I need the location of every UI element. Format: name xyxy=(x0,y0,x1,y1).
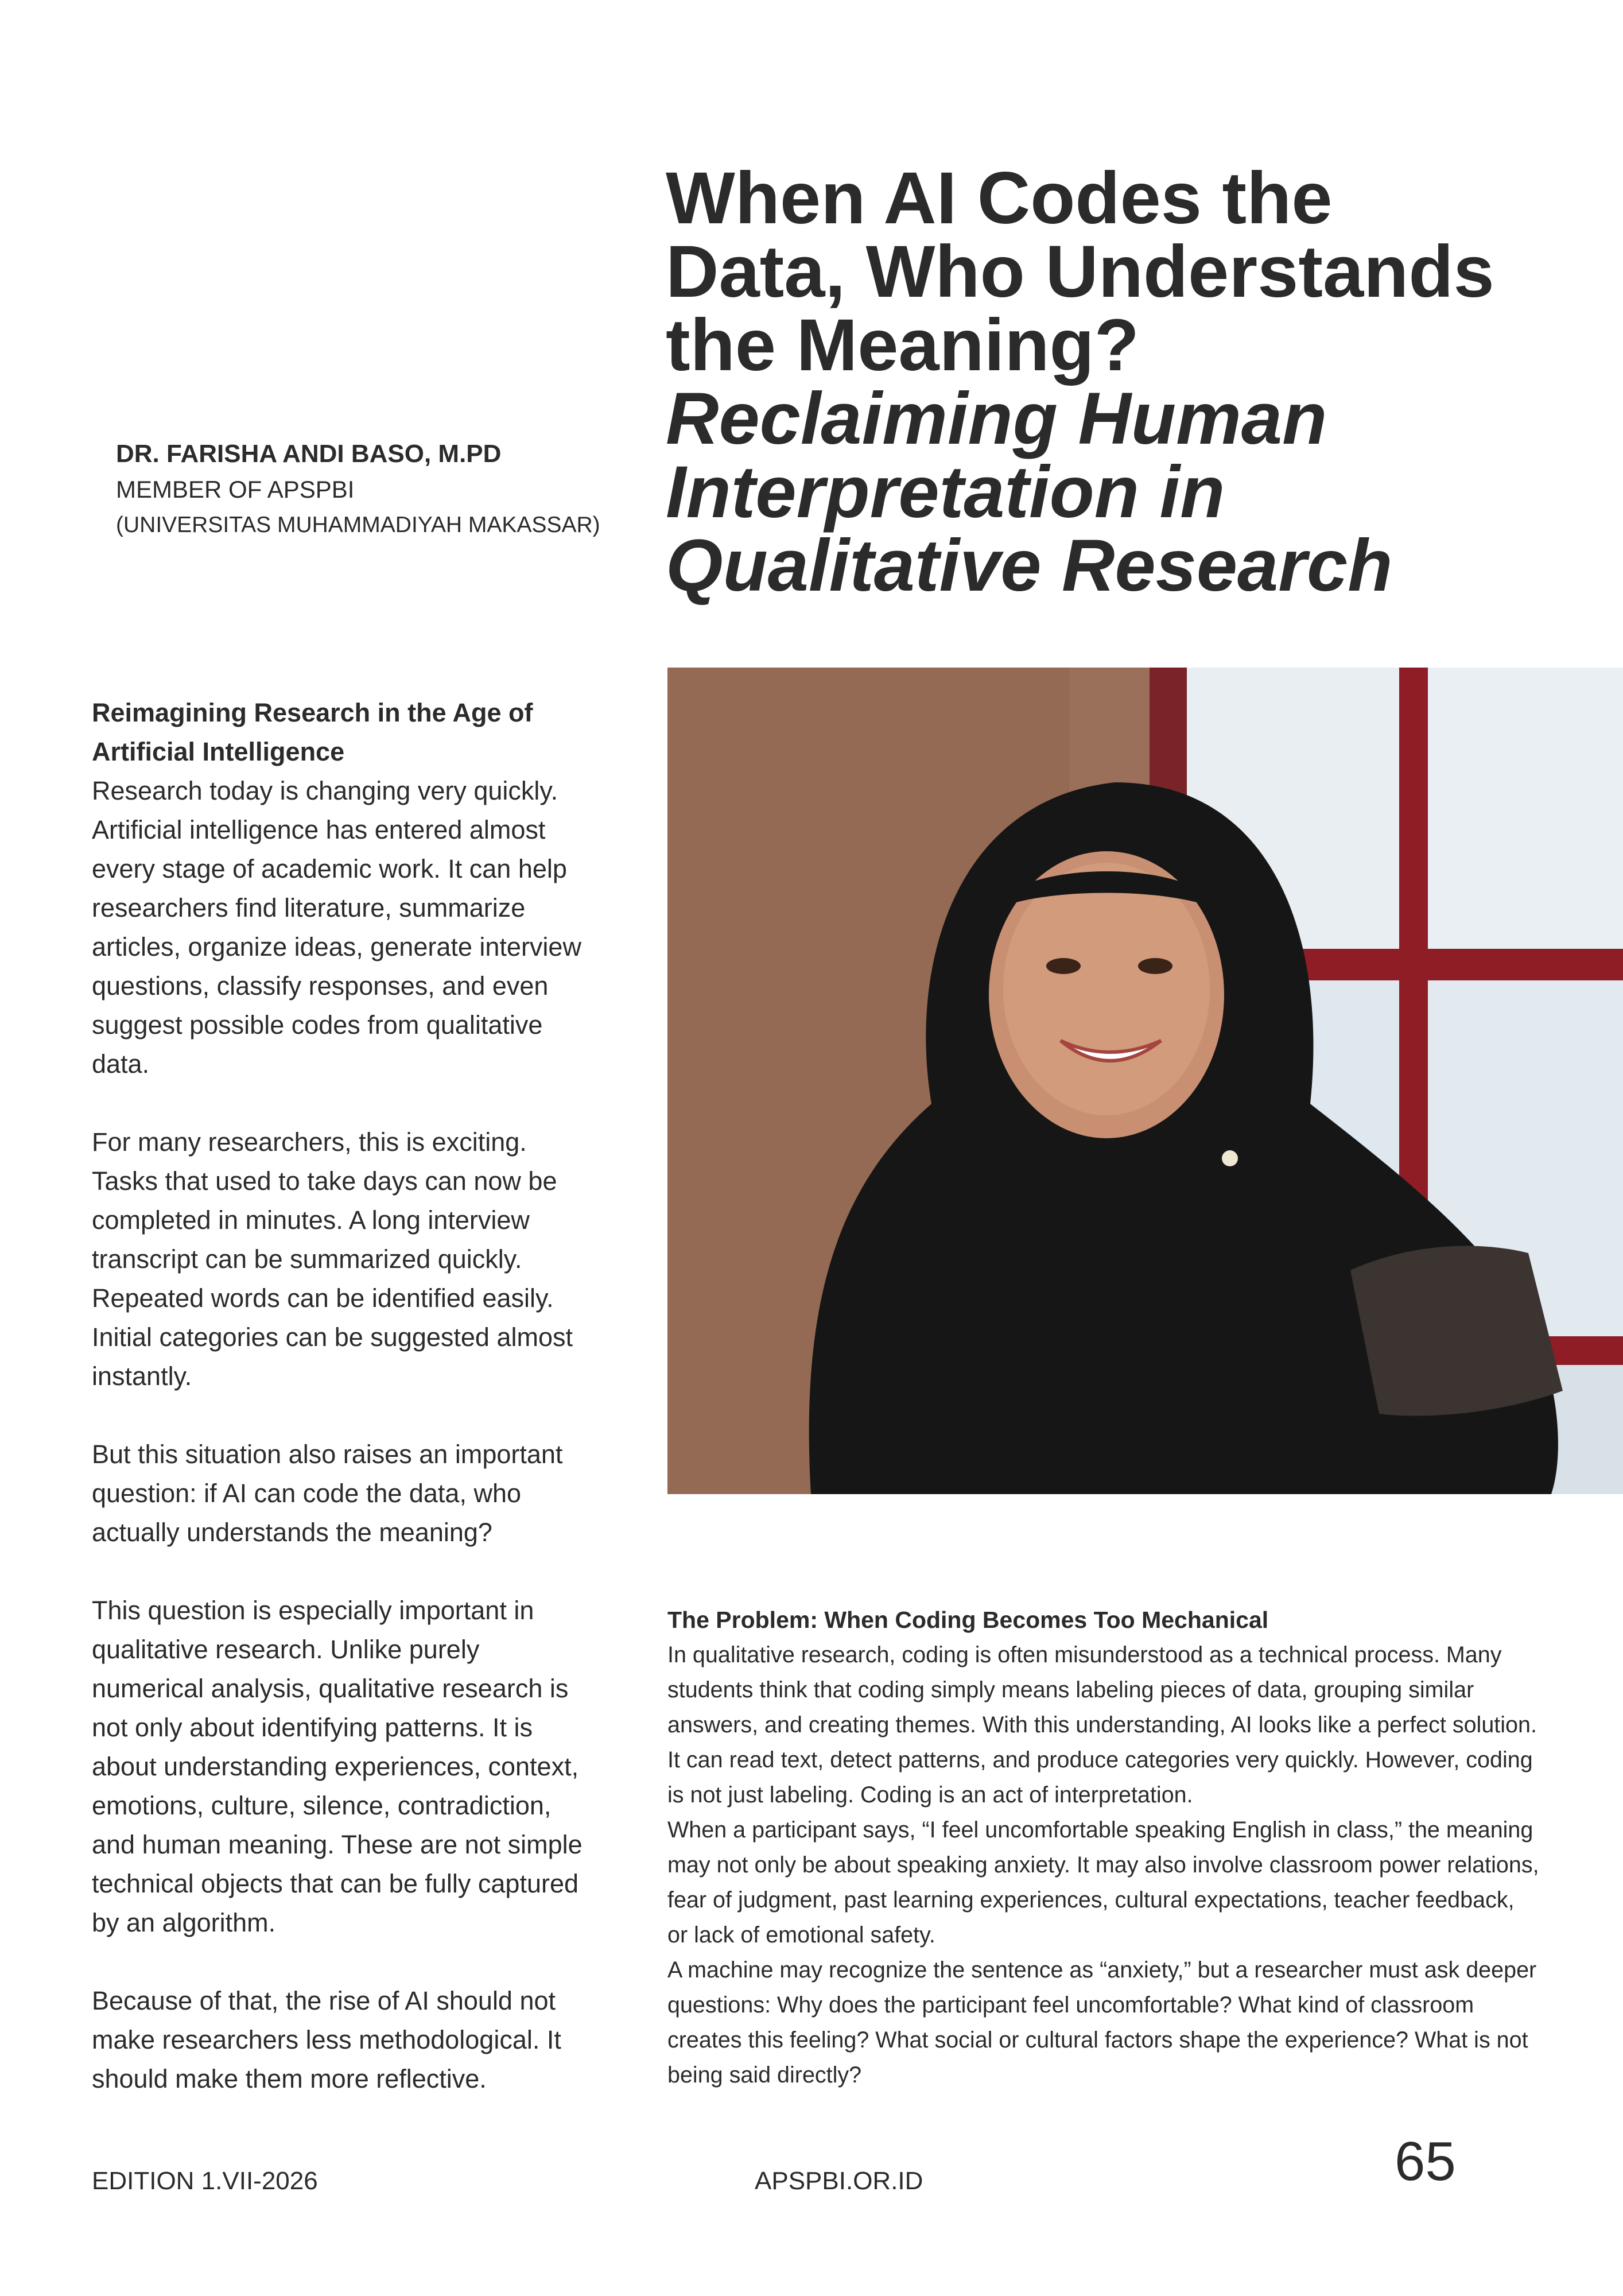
edition-label: EDITION 1.VII-2026 xyxy=(92,2167,318,2195)
section-heading: Reimagining Research in the Age of Artificial Intelligence xyxy=(92,698,533,766)
subtitle-line: Interpretation in xyxy=(666,451,1225,533)
title-line: Data, Who Understands xyxy=(666,231,1494,313)
section-heading: The Problem: When Coding Becomes Too Mechanical xyxy=(667,1607,1269,1633)
article-title xyxy=(666,157,1607,607)
left-column xyxy=(92,693,585,2138)
title-line: When AI Codes the xyxy=(666,157,1333,239)
site-url: APSPBI.OR.ID xyxy=(755,2167,923,2195)
paragraph: For many researchers, this is exciting. Tasks that used to take days can now be completed in minutes. A long interview transcript can be summarized quickly. Repeated words can be identified easily. Initial categories can be suggested almost instantly. xyxy=(92,1127,573,1391)
author-name: DR. FARISHA ANDI BASO, M.PD xyxy=(116,440,502,468)
right-column xyxy=(667,1603,1540,2093)
subtitle-line: Reclaiming Human xyxy=(666,378,1327,460)
author-portrait-icon xyxy=(667,668,1623,1494)
author-photo xyxy=(667,668,1623,1494)
paragraph: But this situation also raises an important question: if AI can code the data, who actually understands the meaning? xyxy=(92,1440,563,1547)
title-line: the Meaning? xyxy=(666,304,1139,386)
paragraph: A machine may recognize the sentence as “anxiety,” but a researcher must ask deeper questions: Why does the participant feel uncomfortable? What kind of classroom creates this feeling? What social or cultural factors shape the experience? What is not being said directly? xyxy=(667,1957,1537,2088)
paragraph: This question is especially important in qualitative research. Unlike purely numerical analysis, qualitative research is not only about identifying patterns. It is about understanding experiences, context, emotions, culture, silence, contradiction, and human meaning. These are not simple technical objects that can be fully captured by an algorithm. xyxy=(92,1596,583,1937)
byline xyxy=(116,436,644,543)
author-role: MEMBER OF APSPBI xyxy=(116,476,355,503)
paragraph: In qualitative research, coding is often misunderstood as a technical process. Many students think that coding simply means labeling pieces of data, grouping similar answers, and creating themes. With this understanding, AI looks like a perfect solution. It can read text, detect patterns, and produce categories very quickly. However, coding is not just labeling. Coding is an act of interpretation. xyxy=(667,1642,1537,1808)
paragraph: When a participant says, “I feel uncomfortable speaking English in class,” the meaning may not only be about speaking anxiety. It may also involve classroom power relations, fear of judgment, past learning experiences, cultural expectations, teacher feedback, or lack of emotional safety. xyxy=(667,1817,1539,1948)
subtitle-line: Qualitative Research xyxy=(666,525,1393,607)
paragraph: Because of that, the rise of AI should not make researchers less methodological. It should make them more reflective. xyxy=(92,1986,561,2093)
page-number: 65 xyxy=(1395,2131,1456,2192)
paragraph: Research today is changing very quickly. Artificial intelligence has entered almost every stage of academic work. It can help researchers find literature, summarize articles, organize ideas, generate interview questions, classify responses, and even suggest possible codes from qualitative data. xyxy=(92,776,581,1079)
author-affiliation: (UNIVERSITAS MUHAMMADIYAH MAKASSAR) xyxy=(116,513,600,537)
